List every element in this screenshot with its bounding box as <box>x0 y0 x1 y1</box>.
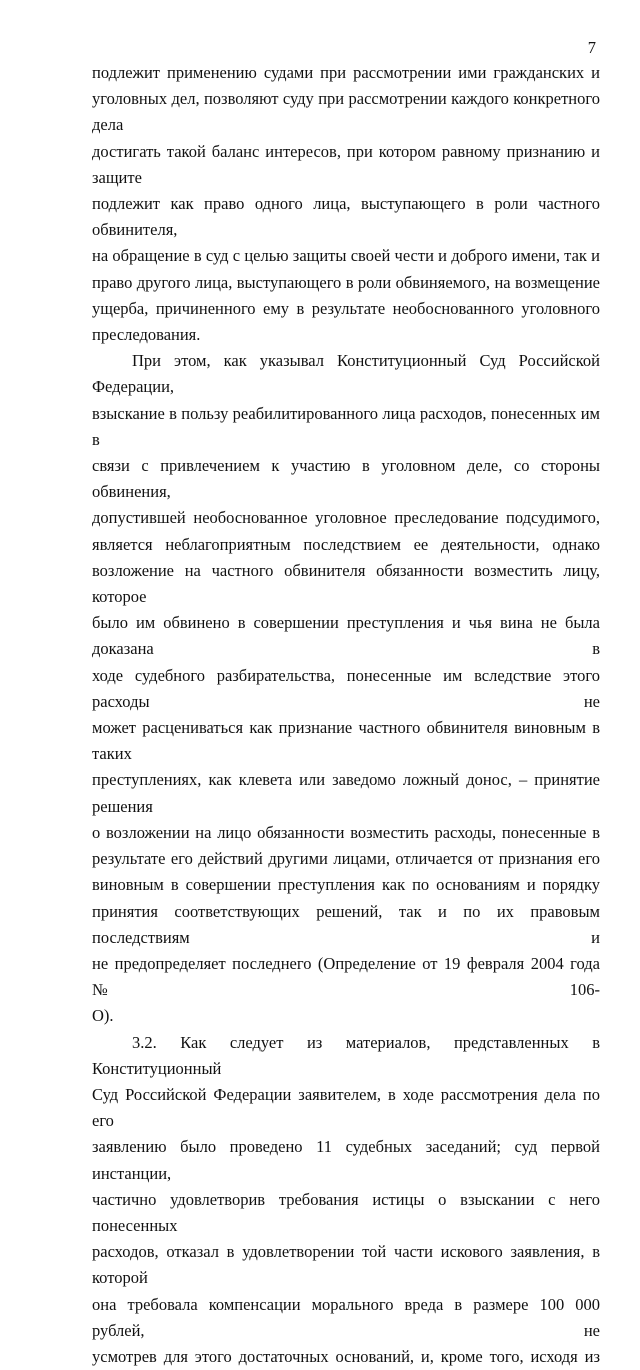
text-line: преступлениях, как клевета или заведомо ложный донос, – принятие решения <box>92 770 600 816</box>
text-line: не предопределяет последнего (Определение от 19 февраля 2004 года № 106- <box>92 953 600 1000</box>
text-line: связи с привлечением к участию в уголовном деле, со стороны обвинения, <box>92 456 600 502</box>
text-line: расходов, отказал в удовлетворении той части искового заявления, в которой <box>92 1242 600 1288</box>
text-line: на обращение в суд с целью защиты своей чести и доброго имени, так и <box>92 246 600 266</box>
text-line: 3.2. Как следует из материалов, представленных в Конституционный <box>92 1032 600 1078</box>
text-line: было им обвинено в совершении преступления и чья вина не была доказана в <box>92 613 600 659</box>
text-line: о возложении на лицо обязанности возместить расходы, понесенные в <box>92 822 600 842</box>
text-line: подлежит как право одного лица, выступающего в роли частного обвинителя, <box>92 194 600 240</box>
text-line: заявлению было проведено 11 судебных заседаний; суд первой инстанции, <box>92 1137 600 1183</box>
text-line: принятия соответствующих решений, так и по их правовым последствиям и <box>92 901 600 947</box>
text-line: возложение на частного обвинителя обязанности возместить лицу, которое <box>92 560 600 607</box>
document-body <box>92 60 600 1370</box>
text-line: ущерба, причиненного ему в результате необоснованного уголовного <box>92 298 600 318</box>
text-line: О). <box>92 1006 114 1026</box>
text-line: допустившей необоснованное уголовное преследование подсудимого, <box>92 508 600 528</box>
text-line: является неблагоприятным последствием ее деятельности, однако <box>92 534 600 554</box>
text-line: виновным в совершении преступления как по основаниям и порядку <box>92 875 600 895</box>
text-line: При этом, как указывал Конституционный Суд Российской Федерации, <box>92 351 600 397</box>
text-line: подлежит применению судами при рассмотрении ими гражданских и <box>92 63 600 82</box>
text-line: частично удовлетворив требования истицы о взыскании с него понесенных <box>92 1189 600 1235</box>
text-line: Суд Российской Федерации заявителем, в ходе рассмотрения дела по его <box>92 1084 600 1131</box>
text-line: усмотрев для этого достаточных оснований, и, кроме того, исходя из <box>92 1346 600 1366</box>
page-number: 7 <box>587 38 596 57</box>
text-line: результате его действий другими лицами, отличается от признания его <box>92 849 600 869</box>
text-line: может расцениваться как признание частного обвинителя виновным в таких <box>92 718 600 764</box>
text-line: уголовных дел, позволяют суду при рассмотрении каждого конкретного дела <box>92 89 600 135</box>
text-line: достигать такой баланс интересов, при котором равному признанию и защите <box>92 141 600 187</box>
text-line: право другого лица, выступающего в роли обвиняемого, на возмещение <box>92 272 600 292</box>
text-line: преследования. <box>92 325 201 345</box>
text-line: взыскание в пользу реабилитированного лица расходов, понесенных им в <box>92 403 600 449</box>
text-line: ходе судебного разбирательства, понесенные им вследствие этого расходы не <box>92 665 600 711</box>
text-line: она требовала компенсации морального вреда в размере 100 000 рублей, не <box>92 1294 600 1340</box>
